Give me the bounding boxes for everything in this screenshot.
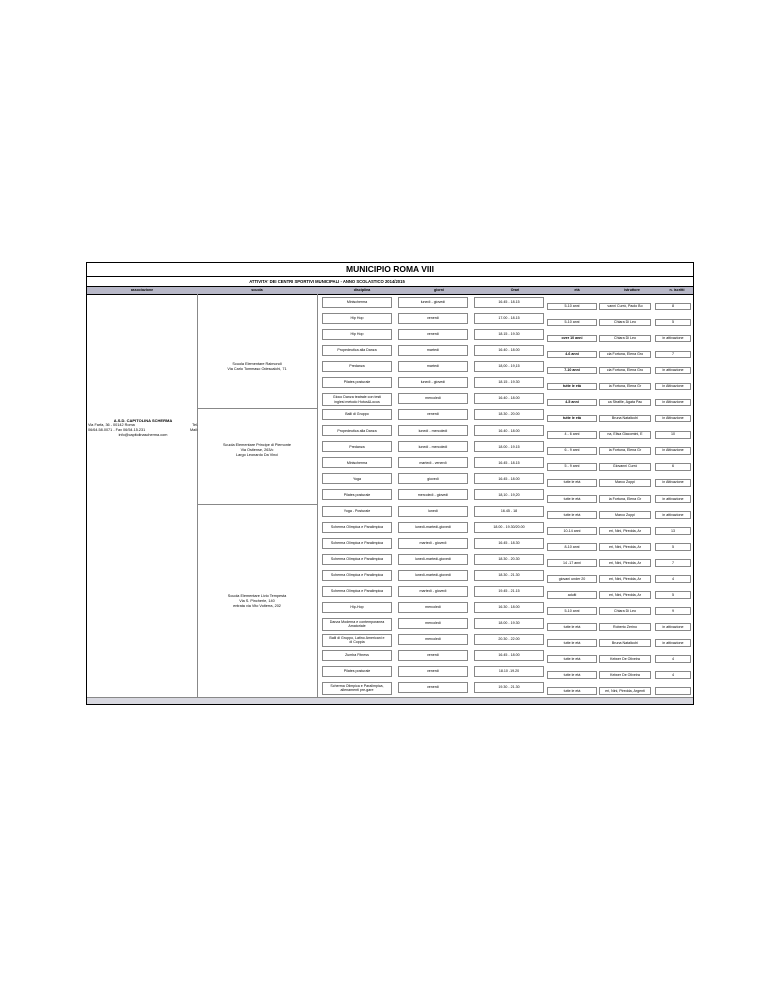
page-subtitle: ATTIVITA' DEI CENTRI SPORTIVI MUNICIPALI - ANNO SCOLASTICO 2014/2015 bbox=[249, 279, 405, 284]
cell-orari: 16.45 - 18.15 bbox=[474, 297, 544, 308]
cell-istruttore: Kelwer De Oliveira bbox=[599, 671, 651, 679]
cell-iscritti: 9 bbox=[655, 607, 691, 615]
disciplina-line: Scherma Olimpica e Paralimpica bbox=[330, 524, 384, 529]
school-address: Via S. Pincherle, 140 bbox=[239, 599, 275, 603]
cell-disciplina bbox=[322, 538, 392, 549]
cell-iscritti: 4 bbox=[655, 655, 691, 663]
cell-istruttore: eri, Nini, Piredda, Argenti bbox=[599, 687, 651, 695]
disciplina-line: Hip-Hop bbox=[350, 604, 364, 609]
cell-eta: 10-14 anni bbox=[547, 527, 597, 535]
cell-disciplina bbox=[322, 522, 392, 533]
cell-disciplina bbox=[322, 441, 392, 452]
school-livio-tempesta bbox=[202, 594, 312, 609]
cell-disciplina bbox=[322, 554, 392, 565]
cell-iscritti: 7 bbox=[655, 351, 691, 359]
cell-giorni: martedì bbox=[398, 361, 468, 372]
cell-orari: 16.40 - 18.00 bbox=[474, 345, 544, 356]
cell-eta: tutte le età bbox=[547, 671, 597, 679]
cell-eta: tutte le età bbox=[547, 383, 597, 391]
cell-orari: 17.00 - 18.15 bbox=[474, 313, 544, 324]
cell-disciplina bbox=[322, 457, 392, 468]
cell-istruttore: vanni Currò, Paolo Bo bbox=[599, 303, 651, 311]
cell-disciplina bbox=[322, 425, 392, 436]
cell-iscritti: 8 bbox=[655, 303, 691, 311]
cell-eta: 4 - 6 anni bbox=[547, 431, 597, 439]
cell-orari: 16.45 - 18.30 bbox=[474, 538, 544, 549]
disciplina-line: Amatoriale bbox=[348, 624, 366, 629]
disciplina-line: di Coppia bbox=[349, 640, 365, 645]
header-associazione: associazione bbox=[130, 288, 154, 292]
header-orari: Orari bbox=[510, 288, 520, 292]
cell-iscritti: 6 bbox=[655, 463, 691, 471]
cell-istruttore: na, Elisa Giacomini, E bbox=[599, 431, 651, 439]
cell-iscritti bbox=[655, 687, 691, 695]
cell-giorni: venerdì bbox=[398, 409, 468, 420]
cell-eta: tutte le età bbox=[547, 479, 597, 487]
cell-istruttore: Bruna Natalicchi bbox=[599, 415, 651, 423]
cell-istruttore: cia Fortuna, Elena Gro bbox=[599, 367, 651, 375]
association-address: Via Farfa, 36 - 00142 Roma bbox=[88, 423, 135, 427]
cell-iscritti: in attivazione bbox=[655, 495, 691, 503]
disciplina-line: Scherma Olimpica e Paralimpica bbox=[330, 556, 384, 561]
cell-giorni: martedì - venerdì bbox=[398, 457, 468, 468]
disciplina-line: Yoga - Posturale bbox=[343, 508, 371, 513]
school-divider bbox=[317, 294, 318, 697]
header-eta: età bbox=[574, 288, 580, 292]
cell-orari: 16.45 - 18 bbox=[474, 506, 544, 517]
disciplina-line: Minischerma bbox=[346, 460, 368, 465]
cell-istruttore: ca Strafile, Agata Pac bbox=[599, 399, 651, 407]
cell-istruttore: ia Fortuna, Elena Gr bbox=[599, 383, 651, 391]
cell-istruttore: Marco Zoppi bbox=[599, 479, 651, 487]
association-tel-label: Tel. bbox=[192, 423, 198, 427]
disciplina-line: Scherma Olimpica e Paralimpica bbox=[330, 588, 384, 593]
cell-istruttore: eri, Nini, Piredda, Ar bbox=[599, 527, 651, 535]
cell-iscritti: 7 bbox=[655, 559, 691, 567]
cell-iscritti: 4 bbox=[655, 671, 691, 679]
cell-iscritti: 4 bbox=[655, 575, 691, 583]
disciplina-line: Scherma Olimpica e Paralimpica, bbox=[330, 683, 384, 688]
cell-disciplina bbox=[322, 313, 392, 324]
school-address-2: Largo Leonardo Da Vinci bbox=[236, 453, 278, 457]
cell-eta: adulti bbox=[547, 591, 597, 599]
cell-orari: 18.00 - 19.15 bbox=[474, 441, 544, 452]
cell-iscritti: in Attivazione bbox=[655, 383, 691, 391]
school-name: Scuola Elementare Principe di Piemonte bbox=[223, 443, 291, 447]
cell-istruttore: Giovanni Currò bbox=[599, 463, 651, 471]
cell-eta: 7-10 anni bbox=[547, 367, 597, 375]
disciplina-line: Balli di Gruppo, Latino Americani e bbox=[329, 635, 385, 640]
cell-giorni: venerdì bbox=[398, 313, 468, 324]
cell-giorni: lunedì-martedì-giovedì bbox=[398, 522, 468, 533]
cell-eta: tutte le età bbox=[547, 511, 597, 519]
cell-orari: 18.10 -19.20 bbox=[474, 666, 544, 677]
cell-giorni: mercoledì bbox=[398, 602, 468, 613]
cell-giorni: lunedì - giovedì bbox=[398, 377, 468, 388]
table-header bbox=[87, 286, 693, 295]
association-mail-label: Mail: bbox=[189, 428, 198, 432]
cell-iscritti: in attivazione bbox=[655, 335, 691, 343]
school-principe-piemonte bbox=[202, 443, 312, 458]
association-name: A.S.D. CAPITOLINA SCHERMA bbox=[113, 418, 173, 423]
cell-giorni: venerdì bbox=[398, 329, 468, 340]
cell-istruttore: eri, Nini, Piredda, Ar bbox=[599, 559, 651, 567]
cell-orari: 18.00 - 19.30 bbox=[474, 618, 544, 629]
school-name: Scuola Elementare Livio Tempesta bbox=[227, 594, 287, 598]
cell-orari: 18.00 - 19.30/20.00 bbox=[474, 522, 544, 533]
cell-eta: tutte le età bbox=[547, 623, 597, 631]
disciplina-line: Zumba Fitness bbox=[345, 653, 369, 658]
cell-giorni: lunedì - mercoledì bbox=[398, 441, 468, 452]
cell-iscritti: 5 bbox=[655, 319, 691, 327]
header-disciplina: disciplina bbox=[353, 288, 371, 292]
disciplina-line: Predanza bbox=[349, 364, 365, 369]
cell-orari: 18.30 - 20.30 bbox=[474, 554, 544, 565]
cell-eta: 4-5 anni bbox=[547, 399, 597, 407]
cell-disciplina bbox=[322, 570, 392, 581]
cell-giorni: lunedì bbox=[398, 506, 468, 517]
cell-istruttore: eri, Nini, Piredda, Ar bbox=[599, 575, 651, 583]
cell-disciplina bbox=[322, 377, 392, 388]
cell-giorni: venerdì bbox=[398, 650, 468, 661]
cell-orari: 16.45 - 18.00 bbox=[474, 473, 544, 484]
cell-eta: 5-10 anni bbox=[547, 319, 597, 327]
disciplina-line: Scherma Olimpica e Paralimpica bbox=[330, 540, 384, 545]
cell-disciplina bbox=[322, 393, 392, 406]
disciplina-line: inglesi metodo Hotus&Locus bbox=[334, 399, 380, 404]
cell-iscritti: 13 bbox=[655, 527, 691, 535]
cell-istruttore: Marco Zoppi bbox=[599, 511, 651, 519]
cell-orari: 20.30 - 22.00 bbox=[474, 634, 544, 645]
cell-giorni: lunedì - giovedì bbox=[398, 297, 468, 308]
cell-iscritti: in attivazione bbox=[655, 367, 691, 375]
cell-disciplina bbox=[322, 634, 392, 647]
cell-eta: 4-6 anni bbox=[547, 351, 597, 359]
cell-iscritti: 10 bbox=[655, 431, 691, 439]
cell-disciplina bbox=[322, 666, 392, 677]
cell-giorni: lunedì - mercoledì bbox=[398, 425, 468, 436]
cell-istruttore: Kelwer De Oliveira bbox=[599, 655, 651, 663]
cell-istruttore: Roberto Zerino bbox=[599, 623, 651, 631]
cell-orari: 18.15 - 19.30 bbox=[474, 377, 544, 388]
cell-giorni: martedì - giovedì bbox=[398, 538, 468, 549]
cell-giorni: mercoledì bbox=[398, 393, 468, 404]
cell-disciplina bbox=[322, 297, 392, 308]
cell-istruttore: eri, Nini, Piredda, Ar bbox=[599, 591, 651, 599]
cell-giorni: mercoledì bbox=[398, 634, 468, 645]
cell-iscritti: in Attivazione bbox=[655, 447, 691, 455]
cell-eta: giovani under 20 bbox=[547, 575, 597, 583]
cell-orari: 16.45 - 18.00 bbox=[474, 650, 544, 661]
cell-eta: 8-10 anni bbox=[547, 543, 597, 551]
cell-disciplina bbox=[322, 361, 392, 372]
disciplina-line: Propedeutica alla Danza bbox=[337, 428, 377, 433]
disciplina-line: Predanza bbox=[349, 444, 365, 449]
cell-disciplina bbox=[322, 345, 392, 356]
cell-giorni: mercoledì - giovedì bbox=[398, 489, 468, 500]
cell-iscritti: in Attivazione bbox=[655, 415, 691, 423]
cell-eta: tutte le età bbox=[547, 639, 597, 647]
school-address-2: entrata via Vito Volterra, 202 bbox=[233, 604, 281, 608]
cell-disciplina bbox=[322, 409, 392, 420]
cell-giorni: venerdì bbox=[398, 682, 468, 693]
cell-orari: 18.30 - 20.00 bbox=[474, 409, 544, 420]
cell-disciplina bbox=[322, 329, 392, 340]
cell-giorni: mercoledì bbox=[398, 618, 468, 629]
cell-disciplina bbox=[322, 473, 392, 484]
cell-iscritti: in attivazione bbox=[655, 511, 691, 519]
header-giorni: giorni bbox=[434, 288, 444, 292]
cell-disciplina bbox=[322, 650, 392, 661]
header-iscritti: n. iscritti bbox=[669, 288, 685, 292]
cell-orari: 16.40 - 18.00 bbox=[474, 393, 544, 404]
cell-eta: tutte le età bbox=[547, 655, 597, 663]
cell-iscritti: 5 bbox=[655, 591, 691, 599]
cell-eta: tutte le età bbox=[547, 687, 597, 695]
cell-eta: 5 - 9 anni bbox=[547, 463, 597, 471]
cell-eta: over 10 anni bbox=[547, 335, 597, 343]
header-istruttore: istruttore bbox=[624, 288, 640, 292]
disciplina-line: Pilates posturale bbox=[343, 492, 371, 497]
cell-istruttore: ia Fortuna, Elena Gr bbox=[599, 447, 651, 455]
cell-orari: 18.30 - 21.30 bbox=[474, 570, 544, 581]
school-name: Scuola Elementare Raimondi bbox=[232, 362, 282, 366]
cell-eta: tutte le età bbox=[547, 495, 597, 503]
cell-istruttore: cia Fortuna, Elena Gro bbox=[599, 351, 651, 359]
cell-eta: 6 - 9 anni bbox=[547, 447, 597, 455]
school-address: Via Carlo Tommaso Odescalchi, 71 bbox=[227, 367, 287, 371]
cell-giorni: lunedì-martedì-giovedì bbox=[398, 554, 468, 565]
cell-orari: 18.15 - 19.30 bbox=[474, 329, 544, 340]
school-raimondi bbox=[202, 362, 312, 372]
cell-orari: 16.30 - 18.00 bbox=[474, 602, 544, 613]
cell-iscritti: in Attivazione bbox=[655, 399, 691, 407]
disciplina-line: Minischerma bbox=[346, 300, 368, 305]
cell-eta: 5-10 anni bbox=[547, 303, 597, 311]
cell-eta: 5-10 anni bbox=[547, 607, 597, 615]
header-scuola: scuola bbox=[251, 288, 263, 292]
cell-disciplina bbox=[322, 682, 392, 695]
association-phone: 06/64.58.0071 - Fax 06/54.15.231 bbox=[88, 428, 146, 432]
cell-iscritti: in attivazione bbox=[655, 639, 691, 647]
cell-orari: 18,10 - 19,20 bbox=[474, 489, 544, 500]
cell-orari: 16.40 - 18.00 bbox=[474, 425, 544, 436]
disciplina-line: Danza Moderna e contemporanea bbox=[329, 619, 385, 624]
disciplina-line: Propedeutica alla Danza bbox=[337, 348, 377, 353]
cell-istruttore: ia Fortuna, Elena Gr bbox=[599, 495, 651, 503]
cell-istruttore: Chiara Di Leo bbox=[599, 319, 651, 327]
disciplina-line: Gioco Danza teatrale con testi bbox=[332, 395, 382, 400]
cell-disciplina bbox=[322, 489, 392, 500]
school-separator-2 bbox=[197, 504, 317, 505]
table-footer-bar bbox=[87, 697, 693, 704]
cell-orari: 19.45 - 21.15 bbox=[474, 586, 544, 597]
cell-disciplina bbox=[322, 506, 392, 517]
cell-eta: 14 -17 anni bbox=[547, 559, 597, 567]
disciplina-line: Pilates posturale bbox=[343, 380, 371, 385]
association-email: info@capitolinascherma.com bbox=[118, 433, 168, 437]
disciplina-line: Scherma Olimpica e Paralimpica bbox=[330, 572, 384, 577]
disciplina-line: Yoga bbox=[352, 476, 362, 481]
cell-istruttore: Chiara Di Leo bbox=[599, 335, 651, 343]
cell-iscritti: in attivazione bbox=[655, 623, 691, 631]
school-address: Via Ostiense, 263/c bbox=[240, 448, 274, 452]
disciplina-line: allenamenti pre-gare bbox=[340, 688, 374, 693]
cell-orari: 16.45 - 18.15 bbox=[474, 457, 544, 468]
cell-iscritti: in Attivazione bbox=[655, 479, 691, 487]
cell-iscritti: 5 bbox=[655, 543, 691, 551]
cell-istruttore: eri, Nini, Piredda, Ar bbox=[599, 543, 651, 551]
disciplina-line: Pilates posturale bbox=[343, 669, 371, 674]
cell-giorni: venerdì bbox=[398, 666, 468, 677]
cell-giorni: lunedì-martedì-giovedì bbox=[398, 570, 468, 581]
association-block bbox=[88, 418, 198, 438]
cell-giorni: martedì bbox=[398, 345, 468, 356]
cell-giorni: giovedì bbox=[398, 473, 468, 484]
cell-istruttore: Chiara Di Leo bbox=[599, 607, 651, 615]
cell-giorni: martedì - giovedì bbox=[398, 586, 468, 597]
school-separator-1 bbox=[197, 408, 317, 409]
disciplina-line: Hip Hop bbox=[350, 316, 364, 321]
cell-disciplina bbox=[322, 602, 392, 613]
cell-istruttore: Bruna Natalicchi bbox=[599, 639, 651, 647]
assoc-divider bbox=[197, 294, 198, 697]
disciplina-line: Hip Hop bbox=[350, 332, 364, 337]
cell-orari: 18,00 - 19,15 bbox=[474, 361, 544, 372]
cell-disciplina bbox=[322, 586, 392, 597]
disciplina-line: Balli di Gruppo bbox=[345, 412, 369, 417]
cell-orari: 19.30 - 21.30 bbox=[474, 682, 544, 693]
cell-eta: tutte le età bbox=[547, 415, 597, 423]
cell-disciplina bbox=[322, 618, 392, 631]
page-title: MUNICIPIO ROMA VIII bbox=[87, 263, 693, 277]
